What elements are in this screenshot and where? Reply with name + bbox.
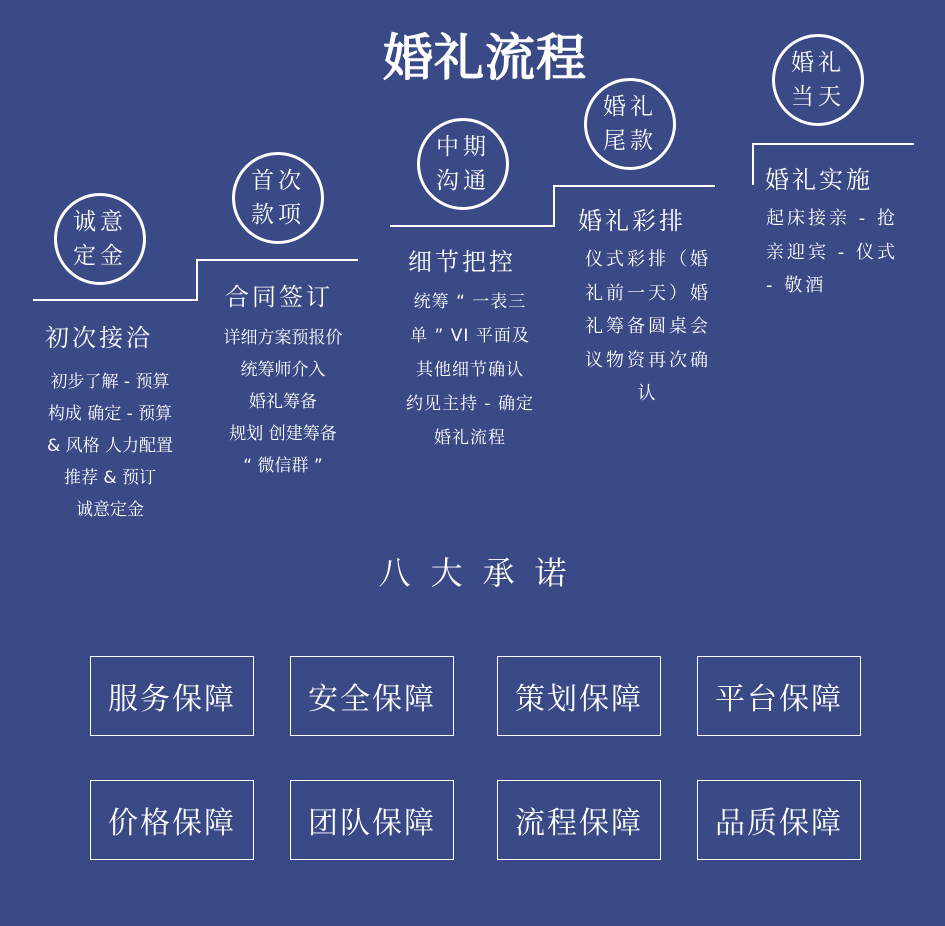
step-line-4: [553, 185, 715, 187]
step-1-circle: [54, 193, 146, 285]
page-title: 婚礼流程: [383, 29, 587, 87]
step-3-line: 约见主持 - 确定: [406, 394, 534, 414]
promise-price: 价格保障: [90, 780, 254, 860]
step-3-line: 婚礼流程: [434, 428, 506, 448]
step-1-line: & 风格 人力配置: [46, 436, 174, 456]
step-5-description: 起床接亲 - 抢亲迎宾 - 仪式 - 敬酒: [766, 208, 898, 296]
step-line-5: [752, 143, 914, 145]
step-1-description: [20, 366, 200, 526]
step-5-circle-label: 婚礼当天: [791, 50, 845, 110]
step-1-circle-label: 诚意定金: [73, 209, 127, 269]
step-riser-5: [752, 143, 754, 185]
step-2-title: 合同签订: [225, 283, 333, 311]
step-3-line: 统筹 “ 一表三: [413, 292, 527, 312]
step-3-line: 单 ” VI 平面及: [410, 326, 530, 346]
step-1-line: 构成 确定 - 预算: [47, 404, 173, 424]
step-2-description: [193, 322, 373, 482]
step-2-circle-label: 首次款项: [251, 168, 305, 228]
step-3-title: 细节把控: [408, 248, 516, 276]
step-2-line: “ 微信群 ”: [243, 456, 323, 476]
step-1-line: 推荐 & 预订: [63, 468, 157, 488]
step-4-description: 仪式彩排（婚礼前一天）婚礼筹备圆桌会议物资再次确认: [585, 249, 711, 404]
step-2-line: 统筹师介入: [240, 360, 326, 380]
promise-service: 服务保障: [90, 656, 254, 736]
step-line-3: [390, 225, 555, 227]
step-2-line: 婚礼筹备: [249, 392, 317, 412]
step-1-line: 诚意定金: [76, 500, 144, 520]
step-3-circle: [417, 118, 509, 210]
promise-team: 团队保障: [290, 780, 454, 860]
step-5-title: 婚礼实施: [765, 166, 873, 194]
step-2-line: 规划 创建筹备: [229, 424, 337, 444]
promises-title: 八大承诺: [378, 554, 587, 592]
step-3-circle-label: 中期沟通: [436, 134, 490, 194]
step-riser-4: [553, 185, 555, 227]
step-line-1: [33, 299, 198, 301]
promise-quality: 品质保障: [697, 780, 861, 860]
step-4-circle: [584, 78, 676, 170]
promise-process: 流程保障: [497, 780, 661, 860]
promise-platform: 平台保障: [697, 656, 861, 736]
step-1-line: 初步了解 - 预算: [50, 372, 170, 392]
step-1-title: 初次接洽: [45, 324, 153, 352]
step-2-line: 详细方案预报价: [223, 328, 343, 348]
step-line-2: [196, 259, 358, 261]
step-4-circle-label: 婚礼尾款: [603, 94, 657, 154]
step-5-circle: [772, 34, 864, 126]
promise-safety: 安全保障: [290, 656, 454, 736]
promise-planning: 策划保障: [497, 656, 661, 736]
step-3-line: 其他细节确认: [416, 360, 524, 380]
step-3-description: [380, 285, 560, 455]
step-riser-2: [196, 259, 198, 301]
step-2-circle: [232, 152, 324, 244]
step-4-title: 婚礼彩排: [578, 207, 686, 235]
